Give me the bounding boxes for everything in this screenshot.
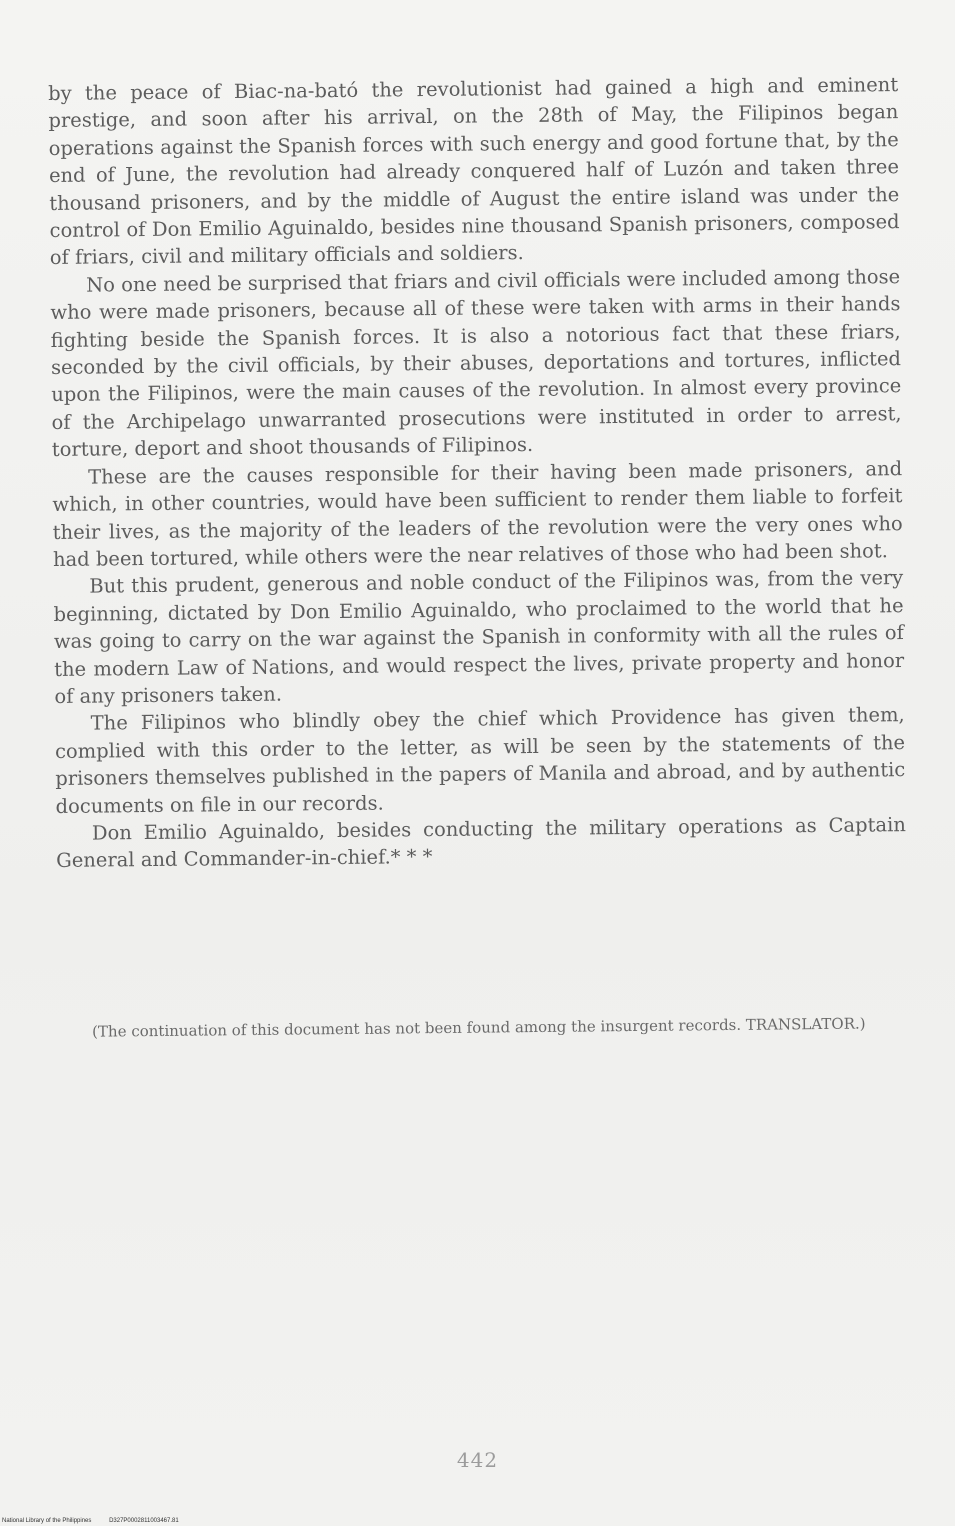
paragraph-1: by the peace of Biac-na-bató the revolutionist had gained a high and eminent prestige, and soon after his arrival, on the 28th of May, the Filipinos began operations against the Spanish forces with such energy and good fortune that, by the end of June, the revolution had already conquered half of Luzón and taken three thousand prisoners, and by the middle of August the entire island was under the control of Don Emilio Aguinaldo, besides nine thousand Spanish prisoners, composed of friars, civil and military officials and soldiers. <box>48 73 900 270</box>
document-code: D327P0002811003467.81 <box>109 1518 179 1524</box>
paragraph-5: The Filipinos who blindly obey the chief which Providence has given them, complied with this order to the letter, as will be seen by the statements of the prisoners themselves published in the papers of Manila and abroad, and by authentic documents on file in our records. <box>54 703 906 818</box>
body-text <box>48 71 906 875</box>
paragraph-6: Don Emilio Aguinaldo, besides conducting the military operations as Captain General and Commander-in-chief.* * * <box>56 813 906 873</box>
translator-note <box>60 1011 900 1045</box>
library-name: National Library of the Philippines <box>2 1518 92 1524</box>
paragraph-3: These are the causes responsible for their having been made prisoners, and which, in other countries, would have been sufficient to render them liable to forfeit their lives, as the majority of the leaders of the revolution were the very ones who had been tortured, while others were the near relatives of those who had been shot. <box>52 456 903 571</box>
paragraph-4: But this prudent, generous and noble conduct of the Filipinos was, from the very beginning, dictated by Don Emilio Aguinaldo, who proclaimed to the world that he was going to carry on the war against the Spanish in conformity with all the rules of the modern Law of Nations, and would respect the lives, private property and honor of any prisoners taken. <box>53 566 905 708</box>
page-number: 442 <box>456 1448 499 1472</box>
translator-note-text: (The continuation of this document has not been found among the insurgent records. TRANSLATOR.) <box>92 1014 866 1041</box>
paragraph-2: No one need be surprised that friars and civil officials were included among those who were made prisoners, because all of these were taken with arms in their hands fighting beside the Spanish forces. It is also a notorious fact that these friars, seconded by the civil officials, by their abuses, deportations and tortures, inflicted upon the Filipinos, were the main causes of the revolution. In almost every province of the Archipelago unwarranted prosecutions were instituted in order to arrest, torture, deport and shoot thousands of Filipinos. <box>50 264 902 462</box>
archive-footer <box>2 1518 195 1524</box>
